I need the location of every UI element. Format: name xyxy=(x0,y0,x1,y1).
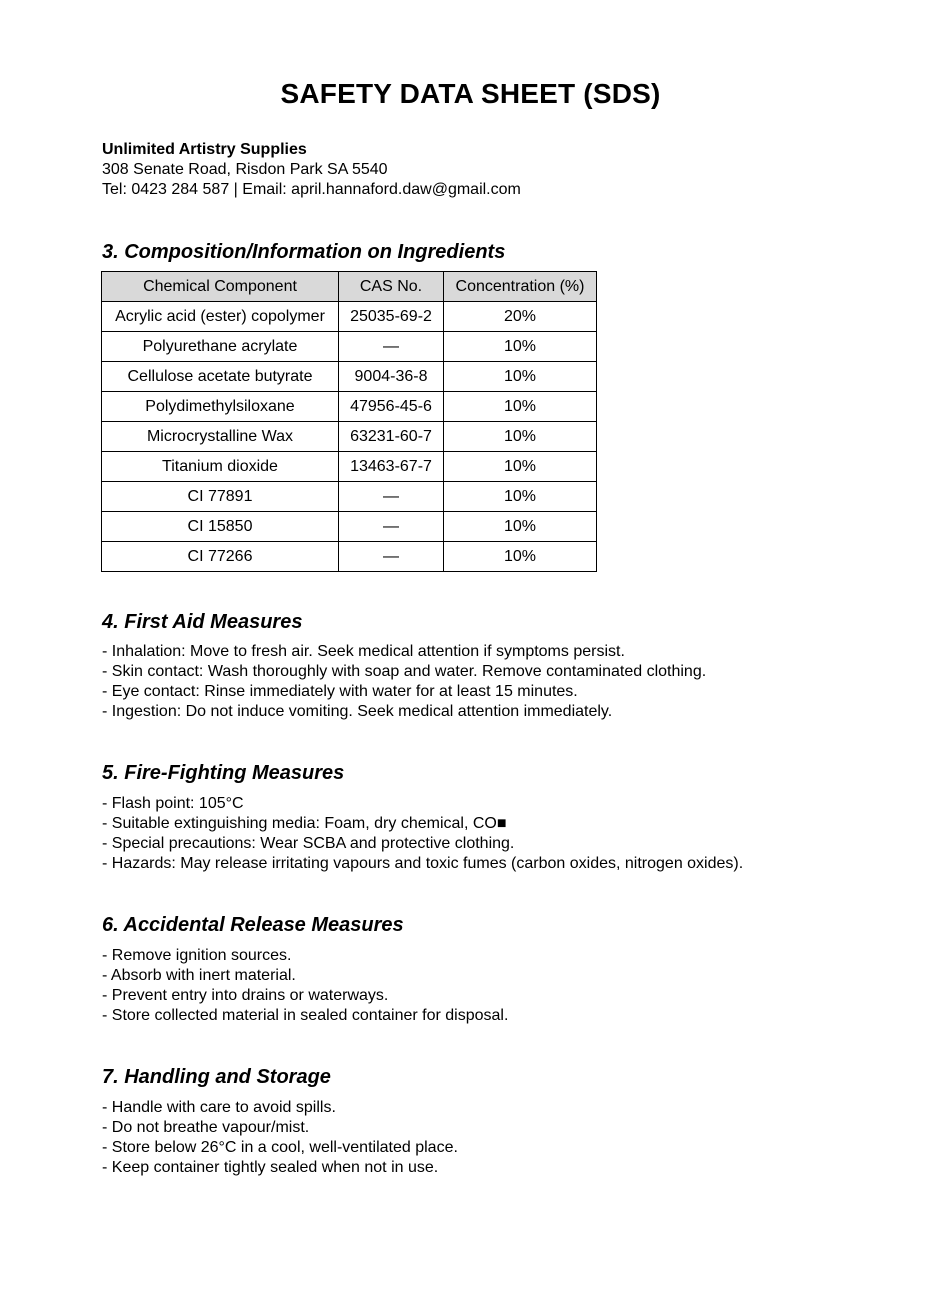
table-row xyxy=(102,422,597,452)
component-cell: Microcrystalline Wax xyxy=(102,422,339,452)
component-cell: CI 77266 xyxy=(102,542,339,572)
table-row xyxy=(102,392,597,422)
list-item: - Prevent entry into drains or waterways. xyxy=(102,987,389,1004)
section-heading-accidental-release: 6. Accidental Release Measures xyxy=(102,914,404,936)
component-cell: Titanium dioxide xyxy=(102,452,339,482)
document-title: SAFETY DATA SHEET (SDS) xyxy=(280,78,661,109)
handling-storage-list xyxy=(102,1098,458,1178)
component-cell: Polydimethylsiloxane xyxy=(102,392,339,422)
company-block xyxy=(102,140,521,200)
column-header-cas: CAS No. xyxy=(339,272,444,302)
concentration-cell: 10% xyxy=(444,392,597,422)
section-heading-handling-storage: 7. Handling and Storage xyxy=(102,1066,331,1088)
first-aid-list xyxy=(102,642,706,722)
fire-fighting-list xyxy=(102,794,743,874)
section-heading-first-aid: 4. First Aid Measures xyxy=(102,611,303,633)
list-item: - Remove ignition sources. xyxy=(102,947,292,964)
company-address: 308 Senate Road, Risdon Park SA 5540 xyxy=(102,161,388,178)
table-row xyxy=(102,332,597,362)
table-row xyxy=(102,482,597,512)
section-heading-fire-fighting: 5. Fire-Fighting Measures xyxy=(102,762,345,784)
component-cell: Cellulose acetate butyrate xyxy=(102,362,339,392)
cas-cell: 47956-45-6 xyxy=(339,392,444,422)
component-cell: Acrylic acid (ester) copolymer xyxy=(102,302,339,332)
table-row xyxy=(102,452,597,482)
component-cell: Polyurethane acrylate xyxy=(102,332,339,362)
list-item: - Store collected material in sealed container for disposal. xyxy=(102,1007,509,1024)
cas-cell: 13463-67-7 xyxy=(339,452,444,482)
concentration-cell: 10% xyxy=(444,362,597,392)
list-item: - Ingestion: Do not induce vomiting. Seek medical attention immediately. xyxy=(102,703,613,720)
list-item: - Do not breathe vapour/mist. xyxy=(102,1119,310,1136)
table-row xyxy=(102,302,597,332)
concentration-cell: 10% xyxy=(444,482,597,512)
accidental-release-list xyxy=(102,946,508,1026)
concentration-cell: 10% xyxy=(444,332,597,362)
concentration-cell: 10% xyxy=(444,542,597,572)
concentration-cell: 20% xyxy=(444,302,597,332)
company-contact: Tel: 0423 284 587 | Email: april.hannaford.daw@gmail.com xyxy=(102,181,521,198)
column-header-component: Chemical Component xyxy=(102,272,339,302)
component-cell: CI 15850 xyxy=(102,512,339,542)
component-cell: CI 77891 xyxy=(102,482,339,512)
list-item: - Absorb with inert material. xyxy=(102,967,296,984)
list-item: - Special precautions: Wear SCBA and protective clothing. xyxy=(102,835,515,852)
cas-cell: — xyxy=(339,482,444,512)
list-item: - Flash point: 105°C xyxy=(102,795,244,812)
cas-cell: — xyxy=(339,332,444,362)
concentration-cell: 10% xyxy=(444,452,597,482)
cas-cell: — xyxy=(339,542,444,572)
list-item: - Handle with care to avoid spills. xyxy=(102,1099,336,1116)
list-item: - Eye contact: Rinse immediately with water for at least 15 minutes. xyxy=(102,683,578,700)
table-row xyxy=(102,542,597,572)
list-item: - Suitable extinguishing media: Foam, dry chemical, CO■ xyxy=(102,815,507,832)
column-header-concentration: Concentration (%) xyxy=(444,272,597,302)
table-row xyxy=(102,512,597,542)
cas-cell: 9004-36-8 xyxy=(339,362,444,392)
table-row xyxy=(102,362,597,392)
cas-cell: 25035-69-2 xyxy=(339,302,444,332)
table-header-row xyxy=(102,272,597,302)
list-item: - Store below 26°C in a cool, well-ventilated place. xyxy=(102,1139,458,1156)
composition-table xyxy=(101,271,597,572)
list-item: - Hazards: May release irritating vapours and toxic fumes (carbon oxides, nitrogen oxides). xyxy=(102,855,744,872)
list-item: - Inhalation: Move to fresh air. Seek medical attention if symptoms persist. xyxy=(102,643,625,660)
section-heading-composition: 3. Composition/Information on Ingredients xyxy=(102,241,506,263)
concentration-cell: 10% xyxy=(444,422,597,452)
cas-cell: 63231-60-7 xyxy=(339,422,444,452)
company-name: Unlimited Artistry Supplies xyxy=(102,141,307,158)
list-item: - Keep container tightly sealed when not in use. xyxy=(102,1159,439,1176)
concentration-cell: 10% xyxy=(444,512,597,542)
cas-cell: — xyxy=(339,512,444,542)
list-item: - Skin contact: Wash thoroughly with soap and water. Remove contaminated clothing. xyxy=(102,663,707,680)
